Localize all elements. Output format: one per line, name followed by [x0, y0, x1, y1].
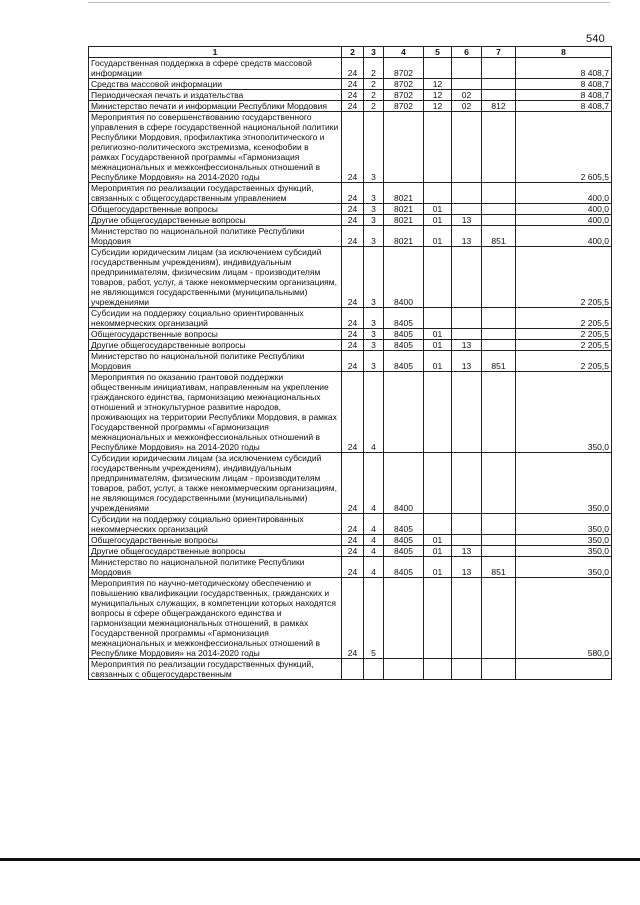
cell-col-3: 2 [364, 90, 384, 101]
cell-col-4: 8400 [384, 453, 424, 514]
cell-col-6: 13 [452, 215, 482, 226]
cell-col-6: 13 [452, 351, 482, 372]
cell-col-4: 8021 [384, 226, 424, 247]
cell-col-2: 24 [342, 226, 364, 247]
cell-col-6 [452, 204, 482, 215]
cell-col-6: 13 [452, 226, 482, 247]
table-row [89, 112, 612, 183]
cell-col-4: 8702 [384, 101, 424, 112]
table-row [89, 453, 612, 514]
cell-col-2: 24 [342, 183, 364, 204]
cell-col-5 [424, 247, 452, 308]
cell-col-2 [342, 659, 364, 680]
cell-col-4: 8021 [384, 183, 424, 204]
column-header: 8 [516, 47, 612, 58]
cell-amount: 2 205,5 [516, 329, 612, 340]
cell-col-5 [424, 578, 452, 659]
table-row [89, 340, 612, 351]
row-description: Субсидии на поддержку социально ориентированных некоммерческих организаций [89, 514, 342, 535]
cell-col-6 [452, 329, 482, 340]
cell-col-2: 24 [342, 535, 364, 546]
column-header: 1 [89, 47, 342, 58]
cell-col-4: 8405 [384, 308, 424, 329]
cell-col-5 [424, 453, 452, 514]
row-description: Периодическая печать и издательства [89, 90, 342, 101]
cell-amount: 2 205,5 [516, 351, 612, 372]
cell-amount: 8 408,7 [516, 101, 612, 112]
table-row [89, 351, 612, 372]
row-description: Министерство по национальной политике Республики Мордовия [89, 557, 342, 578]
cell-col-3: 5 [364, 578, 384, 659]
cell-col-5 [424, 112, 452, 183]
cell-col-6 [452, 308, 482, 329]
row-description: Мероприятия по совершенствованию государственного управления в сфере государственной национальной политики Республики Мордовия, профилактика этнополитического и религиозно-политического экстремизма, ксенофобии в рамках Государственной программы «Гармонизация межнациональных и межконфессиональных отношений в Республике Мордовия» на 2014-2020 годы [89, 112, 342, 183]
cell-col-3: 2 [364, 79, 384, 90]
cell-col-4: 8702 [384, 58, 424, 79]
cell-col-5 [424, 659, 452, 680]
table-row [89, 183, 612, 204]
cell-col-2: 24 [342, 79, 364, 90]
cell-col-6 [452, 535, 482, 546]
row-description: Мероприятия по оказанию грантовой поддержки общественным инициативам, направленным на укрепление гражданского единства, гармонизацию межнациональных отношений и этнокультурное развитие народов, проживающих на территории Республики Мордовия, в рамках Государственной программы «Гармонизация межнациональных и межконфессиональных отношений в Республике Мордовия» на 2014-2020 годы [89, 372, 342, 453]
cell-col-2: 24 [342, 101, 364, 112]
cell-col-3: 2 [364, 101, 384, 112]
cell-amount [516, 659, 612, 680]
cell-col-6: 13 [452, 340, 482, 351]
cell-col-3: 3 [364, 329, 384, 340]
cell-col-4: 8021 [384, 215, 424, 226]
cell-col-6 [452, 659, 482, 680]
cell-col-5: 01 [424, 215, 452, 226]
cell-col-4: 8702 [384, 90, 424, 101]
row-description: Мероприятия по реализации государственных функций, связанных с общегосударственным управлением [89, 183, 342, 204]
cell-col-3: 4 [364, 557, 384, 578]
cell-col-5: 01 [424, 557, 452, 578]
cell-col-7 [482, 79, 516, 90]
cell-col-5: 01 [424, 546, 452, 557]
cell-col-2: 24 [342, 514, 364, 535]
table-row [89, 58, 612, 79]
cell-col-2: 24 [342, 112, 364, 183]
cell-col-4 [384, 659, 424, 680]
cell-col-4: 8405 [384, 535, 424, 546]
cell-amount: 580,0 [516, 578, 612, 659]
cell-col-7 [482, 453, 516, 514]
cell-amount: 400,0 [516, 183, 612, 204]
cell-col-6 [452, 514, 482, 535]
table-row [89, 215, 612, 226]
row-description: Другие общегосударственные вопросы [89, 546, 342, 557]
column-header: 5 [424, 47, 452, 58]
cell-col-2: 24 [342, 340, 364, 351]
cell-col-3: 4 [364, 514, 384, 535]
cell-col-7 [482, 340, 516, 351]
cell-col-3: 3 [364, 308, 384, 329]
cell-col-3: 3 [364, 215, 384, 226]
cell-col-5: 01 [424, 226, 452, 247]
cell-col-7 [482, 535, 516, 546]
table-row [89, 101, 612, 112]
budget-table [88, 46, 612, 680]
cell-amount: 350,0 [516, 557, 612, 578]
table-row [89, 226, 612, 247]
cell-col-2: 24 [342, 453, 364, 514]
cell-amount: 350,0 [516, 535, 612, 546]
table-row [89, 204, 612, 215]
cell-col-6 [452, 79, 482, 90]
cell-amount: 400,0 [516, 226, 612, 247]
cell-col-6: 02 [452, 101, 482, 112]
cell-col-3: 3 [364, 183, 384, 204]
cell-col-7 [482, 546, 516, 557]
cell-amount: 350,0 [516, 372, 612, 453]
cell-col-4: 8400 [384, 247, 424, 308]
cell-col-5: 01 [424, 340, 452, 351]
table-row [89, 90, 612, 101]
row-description: Другие общегосударственные вопросы [89, 340, 342, 351]
cell-col-3: 3 [364, 112, 384, 183]
cell-col-3 [364, 659, 384, 680]
row-description: Субсидии юридическим лицам (за исключением субсидий государственным учреждениям), индивидуальным предпринимателям, физическим лицам - производителям товаров, работ, услуг, а также некоммерческим организациям, не являющимся государственными (муниципальными) учреждениями [89, 247, 342, 308]
cell-col-2: 24 [342, 329, 364, 340]
cell-col-2: 24 [342, 557, 364, 578]
table-row [89, 659, 612, 680]
table-row [89, 247, 612, 308]
cell-col-7 [482, 308, 516, 329]
cell-col-6 [452, 453, 482, 514]
cell-amount: 400,0 [516, 215, 612, 226]
cell-col-6 [452, 372, 482, 453]
cell-col-2: 24 [342, 90, 364, 101]
cell-col-7: 851 [482, 226, 516, 247]
column-header: 4 [384, 47, 424, 58]
column-header: 7 [482, 47, 516, 58]
cell-col-5: 01 [424, 351, 452, 372]
cell-col-5 [424, 372, 452, 453]
row-description: Министерство печати и информации Республики Мордовия [89, 101, 342, 112]
row-description: Министерство по национальной политике Республики Мордовия [89, 351, 342, 372]
cell-amount: 350,0 [516, 514, 612, 535]
table-row [89, 578, 612, 659]
cell-col-7: 851 [482, 351, 516, 372]
table-row [89, 372, 612, 453]
cell-col-7: 851 [482, 557, 516, 578]
cell-col-3: 4 [364, 546, 384, 557]
row-description: Субсидии юридическим лицам (за исключением субсидий государственным учреждениям), индивидуальным предпринимателям, физическим лицам - производителям товаров, работ, услуг, а также некоммерческим организациям, не являющимся государственными (муниципальными) учреждениями [89, 453, 342, 514]
cell-col-4: 8405 [384, 557, 424, 578]
top-border-line [88, 2, 610, 3]
table-row [89, 557, 612, 578]
table-row [89, 514, 612, 535]
cell-col-4 [384, 578, 424, 659]
cell-col-4 [384, 112, 424, 183]
cell-col-2: 24 [342, 578, 364, 659]
cell-col-6 [452, 112, 482, 183]
cell-col-7 [482, 112, 516, 183]
cell-col-7 [482, 329, 516, 340]
cell-col-3: 4 [364, 372, 384, 453]
cell-col-5 [424, 514, 452, 535]
table-body [89, 58, 612, 680]
cell-col-7 [482, 215, 516, 226]
cell-col-6 [452, 58, 482, 79]
row-description: Общегосударственные вопросы [89, 329, 342, 340]
cell-col-4: 8405 [384, 351, 424, 372]
row-description: Министерство по национальной политике Республики Мордовия [89, 226, 342, 247]
cell-col-3: 3 [364, 204, 384, 215]
table-row [89, 546, 612, 557]
cell-col-4: 8405 [384, 340, 424, 351]
cell-col-4: 8405 [384, 329, 424, 340]
cell-amount: 2 205,5 [516, 308, 612, 329]
table-row [89, 79, 612, 90]
row-description: Субсидии на поддержку социально ориентированных некоммерческих организаций [89, 308, 342, 329]
cell-col-3: 2 [364, 58, 384, 79]
cell-col-5: 01 [424, 535, 452, 546]
cell-col-7 [482, 659, 516, 680]
cell-col-4: 8405 [384, 514, 424, 535]
table-row [89, 535, 612, 546]
row-description: Мероприятия по реализации государственных функций, связанных с общегосударственным [89, 659, 342, 680]
cell-amount: 400,0 [516, 204, 612, 215]
cell-amount: 2 205,5 [516, 247, 612, 308]
cell-col-4: 8702 [384, 79, 424, 90]
cell-amount: 2 605,5 [516, 112, 612, 183]
row-description: Общегосударственные вопросы [89, 535, 342, 546]
cell-col-3: 3 [364, 226, 384, 247]
cell-col-6 [452, 183, 482, 204]
cell-col-6: 13 [452, 557, 482, 578]
cell-amount: 8 408,7 [516, 90, 612, 101]
cell-col-5: 12 [424, 101, 452, 112]
cell-col-5 [424, 308, 452, 329]
cell-col-2: 24 [342, 546, 364, 557]
table-row [89, 329, 612, 340]
cell-col-5: 01 [424, 204, 452, 215]
column-header: 6 [452, 47, 482, 58]
cell-col-7 [482, 372, 516, 453]
cell-col-2: 24 [342, 308, 364, 329]
cell-col-2: 24 [342, 351, 364, 372]
cell-col-5: 01 [424, 329, 452, 340]
cell-col-4: 8021 [384, 204, 424, 215]
cell-col-6 [452, 247, 482, 308]
cell-col-6 [452, 578, 482, 659]
cell-col-7 [482, 58, 516, 79]
cell-col-2: 24 [342, 58, 364, 79]
cell-col-6: 02 [452, 90, 482, 101]
cell-amount: 2 205,5 [516, 340, 612, 351]
cell-col-7 [482, 204, 516, 215]
cell-col-7 [482, 90, 516, 101]
cell-col-2: 24 [342, 215, 364, 226]
cell-col-4 [384, 372, 424, 453]
cell-col-3: 3 [364, 351, 384, 372]
table-row [89, 308, 612, 329]
cell-amount: 8 408,7 [516, 58, 612, 79]
cell-col-2: 24 [342, 247, 364, 308]
cell-amount: 8 408,7 [516, 79, 612, 90]
cell-col-3: 4 [364, 535, 384, 546]
cell-col-5: 12 [424, 90, 452, 101]
cell-col-7 [482, 247, 516, 308]
cell-col-2: 24 [342, 204, 364, 215]
cell-col-4: 8405 [384, 546, 424, 557]
row-description: Другие общегосударственные вопросы [89, 215, 342, 226]
bottom-border-line [0, 858, 640, 861]
column-header: 3 [364, 47, 384, 58]
cell-col-5 [424, 183, 452, 204]
cell-col-3: 3 [364, 340, 384, 351]
cell-col-7: 812 [482, 101, 516, 112]
cell-col-7 [482, 183, 516, 204]
cell-col-6: 13 [452, 546, 482, 557]
cell-col-2: 24 [342, 372, 364, 453]
cell-col-5: 12 [424, 79, 452, 90]
cell-col-3: 4 [364, 453, 384, 514]
cell-amount: 350,0 [516, 453, 612, 514]
row-description: Государственная поддержка в сфере средств массовой информации [89, 58, 342, 79]
cell-col-5 [424, 58, 452, 79]
cell-amount: 350,0 [516, 546, 612, 557]
row-description: Средства массовой информации [89, 79, 342, 90]
row-description: Общегосударственные вопросы [89, 204, 342, 215]
page-number: 540 [586, 33, 605, 45]
table-header-row [89, 47, 612, 58]
column-header: 2 [342, 47, 364, 58]
cell-col-3: 3 [364, 247, 384, 308]
row-description: Мероприятия по научно-методическому обеспечению и повышению квалификации государственных, гражданских и муниципальных служащих, в компетенции которых находятся вопросы в сфере общегражданского единства и гармонизации межнациональных отношений, в рамках Государственной программы «Гармонизация межнациональных и межконфессиональных отношений в Республике Мордовия» на 2014-2020 годы [89, 578, 342, 659]
cell-col-7 [482, 578, 516, 659]
cell-col-7 [482, 514, 516, 535]
